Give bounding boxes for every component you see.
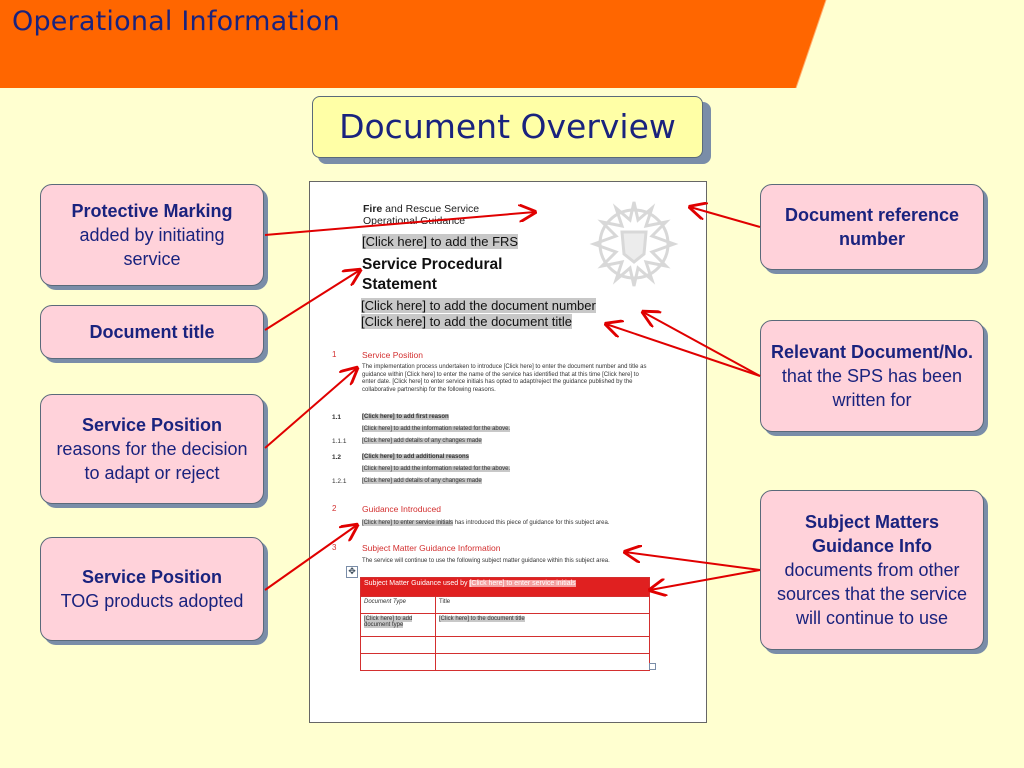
callout-text: that the SPS has been written for xyxy=(781,366,963,410)
document-heading-line1: Service Procedural xyxy=(362,256,503,273)
section2-title: Guidance Introduced xyxy=(362,504,441,514)
document-heading-line2: Statement xyxy=(362,276,437,293)
callout-document-title xyxy=(40,305,264,359)
callout-title: Document title xyxy=(89,322,215,342)
org-name xyxy=(363,203,479,227)
document-heading xyxy=(362,255,502,295)
header-title: Operational Information xyxy=(12,6,340,37)
item-text[interactable]: [Click here] to add the information related for the above. xyxy=(362,466,511,472)
item-number: 1.2.1 xyxy=(332,478,347,485)
callout-title: Subject Matters Guidance Info xyxy=(804,512,940,556)
slide-title: Document Overview xyxy=(312,96,703,158)
table-move-handle-icon[interactable]: ✥ xyxy=(346,566,358,578)
section1-title: Service Position xyxy=(362,350,423,360)
item-text[interactable]: [Click here] add details of any changes made xyxy=(362,478,482,484)
section2-click-here[interactable]: [Click here] to enter service initials xyxy=(362,520,454,526)
section2-text: has introduced this piece of guidance for this subject area. xyxy=(453,520,610,526)
callout-relevant-document xyxy=(760,320,984,432)
org-name-rest: and Rescue Service xyxy=(382,203,480,215)
callout-text: TOG products adopted xyxy=(60,591,244,611)
callout-text: documents from other sources that the service will continue to use xyxy=(776,560,968,628)
table-cell[interactable] xyxy=(436,637,650,654)
callout-title: Document reference number xyxy=(784,205,960,249)
org-name-bold: Fire xyxy=(363,203,383,215)
item-text[interactable]: [Click here] add details of any changes made xyxy=(362,438,482,444)
callout-text: reasons for the decision to adapt or reject xyxy=(56,439,248,483)
table-row xyxy=(361,654,650,671)
section1-paragraph: The implementation process undertaken to introduce [Click here] to enter the document number and title as guidance within [Click here] to enter the name of the service has identified that at this time [Click here] to enter date. [Click here] to enter service initials has opted to adapt/reject the guidance published by the collaborative partnership for the following reasons. xyxy=(362,364,647,393)
org-subtitle: Operational Guidance xyxy=(363,215,466,227)
table-row xyxy=(361,614,650,637)
table-cell-text[interactable]: [Click here] to the document title xyxy=(439,616,525,622)
frs-click-here[interactable]: [Click here] xyxy=(362,234,428,249)
callout-title: Service Position xyxy=(81,415,223,435)
callout-text: added by initiating service xyxy=(79,225,225,269)
callout-title: Relevant Document/No. xyxy=(770,342,974,362)
section2-number: 2 xyxy=(332,504,337,513)
table-row xyxy=(361,597,650,614)
callout-protective-marking xyxy=(40,184,264,286)
item-text[interactable]: [Click here] to add additional reasons xyxy=(362,454,470,460)
item-text[interactable]: [Click here] to add the information related for the above. xyxy=(362,426,511,432)
section3-paragraph: The service will continue to use the following subject matter guidance within this subject area. xyxy=(362,558,610,564)
section3-number: 3 xyxy=(332,543,337,552)
callout-subject-matters xyxy=(760,490,984,650)
frs-placeholder[interactable] xyxy=(362,234,518,249)
table-col-header: Title xyxy=(436,597,650,614)
item-number: 1.2 xyxy=(332,454,342,461)
crest-watermark-icon xyxy=(586,196,682,292)
table-header xyxy=(361,578,650,597)
doc-number-placeholder[interactable]: [Click here] to add the document number xyxy=(361,298,596,313)
callout-document-reference xyxy=(760,184,984,270)
document-page xyxy=(309,181,707,723)
section2-paragraph xyxy=(362,520,637,528)
table-cell[interactable] xyxy=(436,654,650,671)
callout-service-position-reasons xyxy=(40,394,264,504)
doc-title-placeholder[interactable]: [Click here] to add the document title xyxy=(361,314,573,329)
table-cell[interactable] xyxy=(361,637,436,654)
item-number: 1.1.1 xyxy=(332,438,347,445)
table-col-header: Document Type xyxy=(361,597,436,614)
table-header-click-here[interactable]: [Click here] to enter service initials xyxy=(469,580,576,587)
table-cell[interactable] xyxy=(361,614,436,637)
table-row xyxy=(361,637,650,654)
section1-number: 1 xyxy=(332,350,337,359)
table-cell-text[interactable]: [Click here] to add document type xyxy=(364,616,413,628)
table-resize-handle[interactable] xyxy=(649,663,656,670)
item-number: 1.1 xyxy=(332,414,342,421)
table-cell[interactable] xyxy=(361,654,436,671)
callout-title: Service Position xyxy=(81,567,223,587)
table-cell[interactable] xyxy=(436,614,650,637)
frs-text: to add the FRS xyxy=(427,234,519,249)
callout-service-position-tog xyxy=(40,537,264,641)
section3-title: Subject Matter Guidance Information xyxy=(362,543,501,553)
item-text[interactable]: [Click here] to add first reason xyxy=(362,414,449,420)
subject-matter-table xyxy=(360,577,650,671)
header-band xyxy=(0,0,1024,88)
callout-title: Protective Marking xyxy=(71,201,233,221)
table-header-text: Subject Matter Guidance used by xyxy=(364,580,468,587)
